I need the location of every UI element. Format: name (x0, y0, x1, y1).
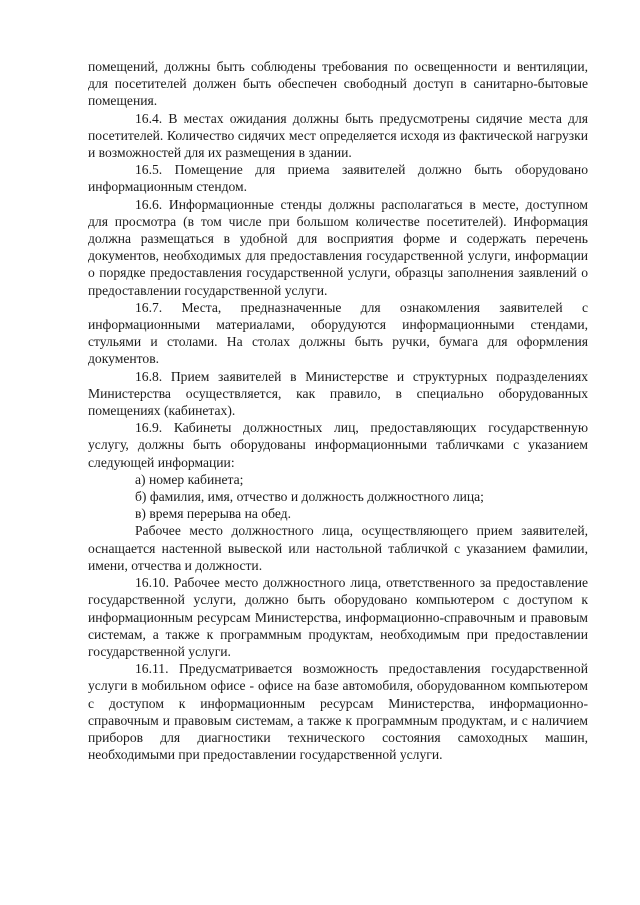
paragraph-16-5: 16.5. Помещение для приема заявителей должно быть оборудовано информационным стендом. (88, 162, 588, 195)
paragraph-workplace: Рабочее место должностного лица, осуществляющего прием заявителей, оснащается настенной вывеской или настольной табличкой с указанием фамилии, имени, отчества и должности. (88, 523, 588, 573)
paragraph-16-4: 16.4. В местах ожидания должны быть предусмотрены сидячие места для посетителей. Количество сидячих мест определяется исходя из фактической нагрузки и возможностей для их размещения в здании. (88, 110, 588, 161)
paragraph-16-10: 16.10. Рабочее место должностного лица, ответственного за предоставление государственной услуги, должно быть оборудовано компьютером с доступом к информационным ресурсам Министерства, информационно-справочным и правовым системам, а также к программным продуктам, необходимым при предоставлении государственной услуги. (88, 575, 588, 659)
paragraph-16-9: 16.9. Кабинеты должностных лиц, предоставляющих государственную услугу, должны быть оборудованы информационными табличками с указанием следующей информации: (88, 420, 588, 470)
paragraph-16-7: 16.7. Места, предназначенные для ознакомления заявителей с информационными материалами, оборудуются информационными стендами, стульями и столами. На столах должны быть ручки, бумага для оформления документов. (88, 299, 588, 367)
list-item-c: в) время перерыва на обед. (135, 506, 291, 522)
list-item-a: а) номер кабинета; (135, 471, 244, 487)
list-item-b: б) фамилия, имя, отчество и должность должностного лица; (135, 489, 484, 505)
paragraph-continuation: помещений, должны быть соблюдены требования по освещенности и вентиляции, для посетителей должен быть обеспечен свободный доступ в санитарно-бытовые помещения. (88, 59, 588, 109)
paragraph-16-11: 16.11. Предусматривается возможность предоставления государственной услуги в мобильном офисе - офисе на базе автомобиля, оборудованном компьютером с доступом к информационным ресурсам Министерства, информационно-справочным и правовым системам, а также к программным продуктам, и с наличием приборов для диагностики технического состояния самоходных машин, необходимыми при предоставлении государственной услуги. (88, 661, 588, 763)
paragraph-16-8: 16.8. Прием заявителей в Министерстве и структурных подразделениях Министерства осуществляется, как правило, в специально оборудованных помещениях (кабинетах). (88, 368, 588, 419)
document-page (88, 58, 588, 763)
paragraph-16-6: 16.6. Информационные стенды должны располагаться в месте, доступном для просмотра (в том числе при большом количестве посетителей). Информация должна размещаться в удобной для восприятия форме и содержать перечень документов, необходимых для предоставления государственной услуги, информации о порядке предоставления государственной услуги, образцы заполнения заявлений о предоставлении государственной услуги. (88, 196, 588, 298)
